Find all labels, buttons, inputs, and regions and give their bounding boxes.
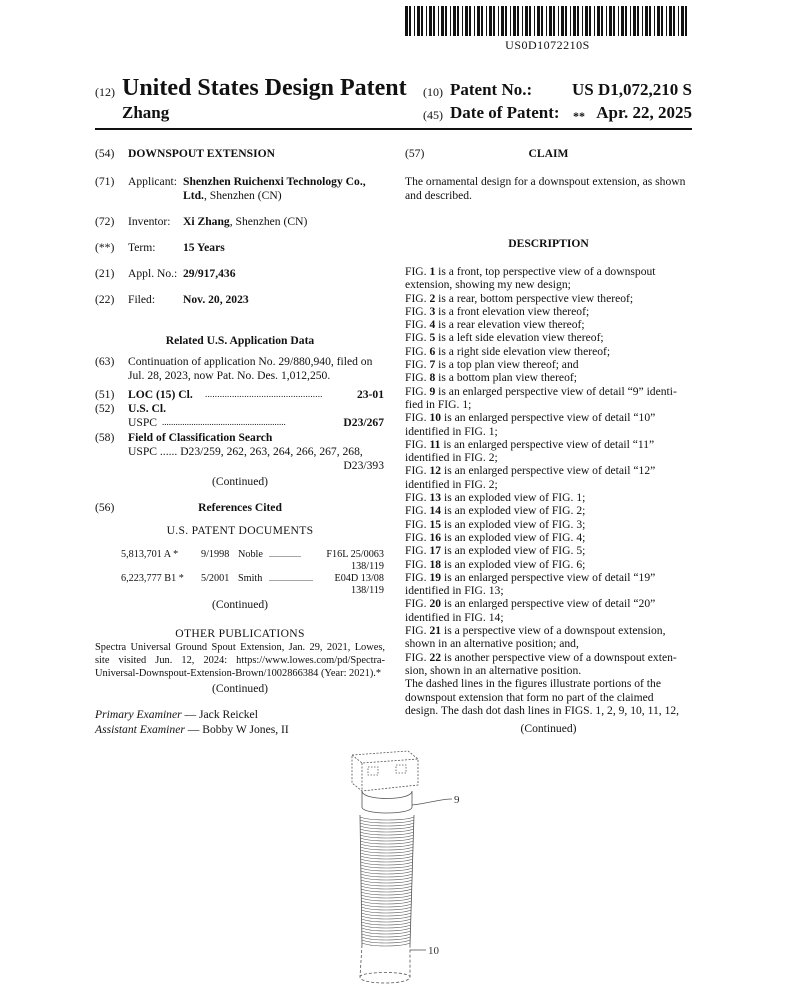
patent-figure-drawing (300, 745, 500, 990)
applicant-location: , Shenzhen (CN) (203, 189, 282, 202)
other-pub-line: site visited Jun. 12, 2024: https://www.lowes.com/pd/Spectra- (95, 654, 385, 666)
description-line: identified in FIG. 2; (405, 451, 498, 465)
reference-class: F16L 25/0063 (326, 549, 384, 560)
continued-note-2: (Continued) (211, 598, 269, 611)
field-57-code: (57) (405, 147, 425, 160)
description-line: The dashed lines in the figures illustrate portions of the (405, 677, 661, 691)
description-line: FIG. 3 is a front elevation view thereof; (405, 304, 590, 318)
description-line: FIG. 2 is a rear, bottom perspective view thereof; (405, 291, 634, 305)
description-line: FIG. 9 is an enlarged perspective view of detail “9” identi- (405, 384, 677, 398)
reference-number: 5,813,701 A * (121, 549, 179, 560)
related-data-heading: Related U.S. Application Data (165, 334, 315, 347)
primary-examiner-name: — Jack Reickel (181, 708, 258, 721)
patent-date: Apr. 22, 2025 (596, 103, 692, 122)
inventor-surname: Zhang (122, 103, 170, 122)
code-12: (12) (95, 85, 115, 99)
us-cl-label: U.S. Cl. (128, 402, 167, 415)
filed-value: Nov. 20, 2023 (183, 293, 249, 306)
assistant-examiner-label: Assistant Examiner (95, 723, 185, 736)
field-72-code: (72) (95, 215, 115, 228)
other-pub-line: Universal-Downspout-Extension-Brown/1002866384 (Year: 2021).* (95, 667, 382, 679)
primary-examiner (95, 708, 258, 722)
field-56-code: (56) (95, 501, 115, 514)
reference-class: E04D 13/08 (334, 573, 384, 584)
uspc-label: USPC (128, 416, 158, 429)
description-line: FIG. 6 is a right side elevation view thereof; (405, 344, 611, 358)
reference-leader: ................ (269, 550, 301, 559)
patent-number: US D1,072,210 S (572, 80, 692, 99)
field-51-code: (51) (95, 388, 115, 401)
description-heading: DESCRIPTION (508, 237, 589, 250)
description-line: FIG. 15 is an exploded view of FIG. 3; (405, 517, 586, 531)
inventor-name: Xi Zhang (183, 215, 230, 228)
loc-class-value: 23-01 (356, 388, 384, 401)
description-line: FIG. 10 is an enlarged perspective view of detail “10” (405, 411, 656, 425)
applicant-name-line2 (183, 189, 282, 203)
field-22-code: (22) (95, 293, 115, 306)
field-63-code: (63) (95, 355, 115, 368)
description-line: FIG. 1 is a front, top perspective view of a downspout (405, 265, 656, 278)
applicant-name-cont: Ltd. (183, 189, 204, 202)
description-line: downspout extension that form no part of the claimed (405, 690, 654, 704)
description-line: design. The dash dot dash lines in FIGS. 1, 2, 9, 10, 11, 12, (405, 703, 680, 717)
header-rule (95, 128, 692, 130)
continued-note-right: (Continued) (520, 722, 577, 735)
description-line: identified in FIG. 2; (405, 477, 498, 491)
field-54-code: (54) (95, 147, 115, 160)
description-line: identified in FIG. 13; (405, 584, 504, 598)
reference-class-2: 138/119 (350, 585, 384, 596)
description-line: FIG. 8 is a bottom plan view thereof; (405, 371, 577, 385)
document-type-title: United States Design Patent (122, 75, 407, 101)
field-of-search-line-1: USPC ...... D23/259, 262, 263, 264, 266, 267, 268, (128, 445, 363, 458)
description-line: FIG. 7 is a top plan view thereof; and (405, 358, 579, 372)
description-line: extension, showing my new design; (405, 278, 571, 292)
reference-name: Noble (238, 549, 263, 560)
other-publications-heading: OTHER PUBLICATIONS (175, 627, 305, 640)
claim-line: The ornamental design for a downspout extension, as shown (405, 175, 686, 188)
field-58-code: (58) (95, 431, 115, 444)
description-line: FIG. 19 is an enlarged perspective view of detail “19” (405, 570, 656, 584)
description-line: FIG. 18 is an exploded view of FIG. 6; (405, 557, 586, 571)
description-line: FIG. 5 is a left side elevation view thereof; (405, 331, 604, 345)
description-line: FIG. 22 is another perspective view of a downspout exten- (405, 650, 677, 664)
term-value: 15 Years (183, 241, 225, 254)
applicant-name: Shenzhen Ruichenxi Technology Co., (183, 175, 366, 188)
uspc-leader: ....................................................... (162, 417, 286, 427)
description-line: FIG. 14 is an exploded view of FIG. 2; (405, 504, 586, 518)
description-line: FIG. 11 is an enlarged perspective view of detail “11” (405, 437, 655, 451)
patent-number-label: Patent No.: (450, 80, 533, 99)
field-71-code: (71) (95, 175, 115, 188)
field-term-code: (**) (95, 241, 115, 254)
claim-heading: CLAIM (528, 147, 569, 160)
inventor-label: Inventor: (128, 215, 171, 228)
reference-number: 6,223,777 B1 * (121, 573, 184, 584)
date-marker: ** (573, 109, 585, 123)
reference-name: Smith (238, 573, 263, 584)
description-line: FIG. 16 is an exploded view of FIG. 4; (405, 530, 586, 544)
continuation-line-1: Continuation of application No. 29/880,940, filed on (128, 355, 373, 368)
continued-note-1: (Continued) (211, 475, 269, 488)
references-cited-heading: References Cited (198, 501, 282, 514)
loc-class-label: LOC (15) Cl. (128, 388, 193, 401)
assistant-examiner (95, 723, 289, 737)
description-text (405, 265, 692, 717)
barcode-number: US0D1072210S (505, 38, 590, 52)
field-of-search-label: Field of Classification Search (128, 431, 273, 444)
reference-numeral-9: 9 (454, 794, 460, 806)
us-patent-documents-heading: U.S. PATENT DOCUMENTS (166, 524, 314, 537)
code-10: (10) (423, 85, 443, 99)
reference-date: 9/1998 (201, 549, 230, 560)
primary-examiner-label: Primary Examiner (95, 708, 182, 721)
term-label: Term: (128, 241, 156, 254)
reference-class-2: 138/119 (350, 561, 384, 572)
description-line: FIG. 17 is an exploded view of FIG. 5; (405, 544, 586, 558)
description-line: FIG. 12 is an enlarged perspective view of detail “12” (405, 464, 656, 478)
reference-leader: ...................... (269, 574, 313, 583)
date-of-patent-label: Date of Patent: (450, 103, 560, 122)
description-line: sion, shown in an alternative position. (405, 663, 582, 677)
applicant-label: Applicant: (128, 175, 177, 188)
continued-note-3: (Continued) (211, 682, 269, 695)
inventor-line (183, 215, 307, 229)
description-line: FIG. 4 is a rear elevation view thereof; (405, 318, 585, 332)
barcode (405, 6, 690, 36)
description-line: fied in FIG. 1; (405, 397, 472, 411)
other-publication-entry (95, 642, 385, 680)
reference-date: 5/2001 (201, 573, 230, 584)
description-line: FIG. 20 is an enlarged perspective view of detail “20” (405, 597, 656, 611)
description-line: FIG. 21 is a perspective view of a downspout extension, (405, 624, 666, 638)
description-line: FIG. 13 is an exploded view of FIG. 1; (405, 491, 586, 505)
field-52-code: (52) (95, 402, 115, 415)
appl-no-value: 29/917,436 (183, 267, 236, 280)
field-of-search-line-2: D23/393 (343, 459, 384, 472)
filed-label: Filed: (128, 293, 156, 306)
loc-class-leader: ................................................ (205, 389, 323, 399)
reference-numeral-10: 10 (428, 945, 439, 957)
design-title: DOWNSPOUT EXTENSION (128, 147, 275, 160)
claim-line: and described. (405, 188, 472, 202)
uspc-value: D23/267 (343, 416, 384, 429)
other-pub-line: Spectra Universal Ground Spout Extension, Jan. 29, 2021, Lowes, (95, 642, 385, 653)
field-21-code: (21) (95, 267, 115, 280)
assistant-examiner-name: — Bobby W Jones, II (184, 723, 289, 736)
description-line: identified in FIG. 14; (405, 610, 504, 624)
code-45: (45) (423, 108, 443, 122)
appl-no-label: Appl. No.: (128, 267, 178, 280)
claim-text (405, 175, 692, 202)
description-line: identified in FIG. 1; (405, 424, 498, 438)
continuation-line-2: Jul. 28, 2023, now Pat. No. Des. 1,012,250. (128, 369, 331, 382)
description-line: shown in an alternative position; and, (405, 637, 579, 651)
inventor-location: , Shenzhen (CN) (229, 215, 308, 228)
